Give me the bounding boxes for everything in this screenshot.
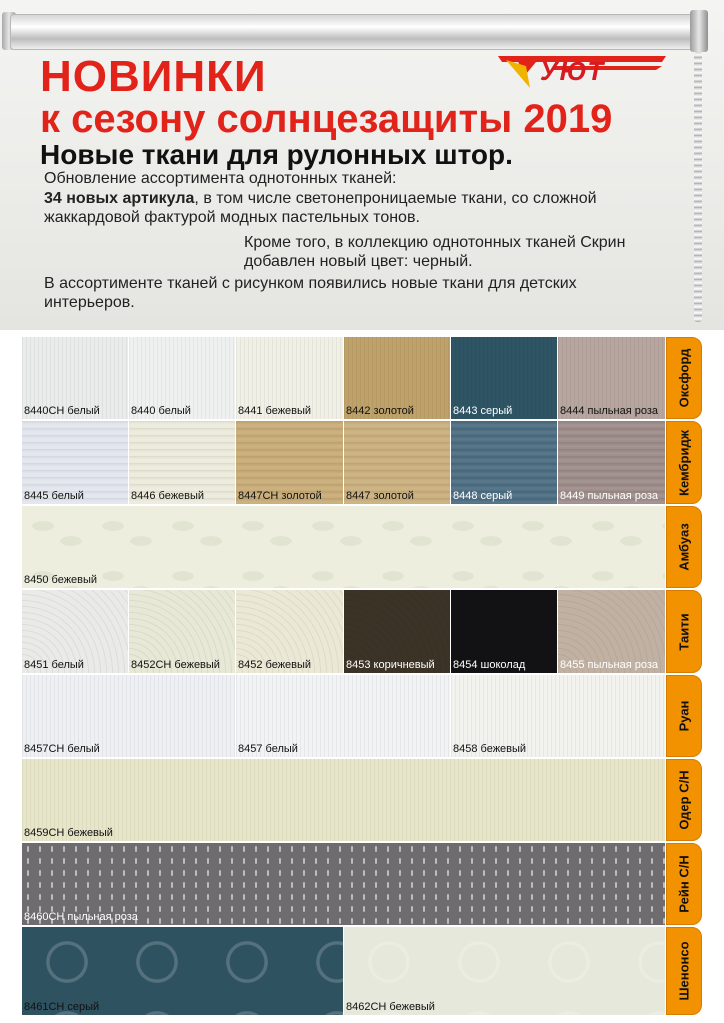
swatch-label: 8452 бежевый <box>238 659 312 671</box>
pattern-note-line-1: В ассортименте тканей с рисунком появились новые ткани для детских <box>44 275 577 292</box>
swatch-label: 8459CH бежевый <box>24 827 113 839</box>
fabric-swatch <box>344 421 451 504</box>
collection-row <box>22 590 666 673</box>
collection-name: Таити <box>676 612 692 651</box>
swatch-label: 8440CH белый <box>24 405 100 417</box>
swatch-label: 8449 пыльная роза <box>560 490 659 502</box>
collection-tab <box>666 843 702 925</box>
swatch-label: 8445 белый <box>24 490 84 502</box>
swatch-label: 8442 золотой <box>346 405 414 417</box>
new-items-count: 34 новых артикула <box>44 190 195 207</box>
fabric-swatch <box>451 421 558 504</box>
screen-note-line-2: добавлен новый цвет: черный. <box>244 253 473 270</box>
subtitle: Новые ткани для рулонных штор. <box>40 139 513 170</box>
fabric-swatch <box>22 675 236 757</box>
collection-row <box>22 759 666 841</box>
intro-line-2-rest: , в том числе светонепроницаемые ткани, со сложной <box>194 190 597 207</box>
brand-logo-text: УЮТ <box>540 56 606 86</box>
title-season: к сезону солнцезащиты 2019 <box>40 97 613 141</box>
swatch-label: 8447 золотой <box>346 490 414 502</box>
fabric-swatch <box>129 421 236 504</box>
collection-row <box>22 843 666 925</box>
collection-tab <box>666 927 702 1015</box>
fabric-swatch <box>451 590 558 673</box>
swatch-label: 8441 бежевый <box>238 405 312 417</box>
roller-end-right <box>690 10 708 52</box>
title-main: НОВИНКИ <box>40 52 267 101</box>
fabric-swatch <box>22 843 666 925</box>
swatch-label: 8454 шоколад <box>453 659 526 671</box>
collection-name: Оксфорд <box>676 348 692 408</box>
swatch-label: 8455 пыльная роза <box>560 659 659 671</box>
fabric-swatch <box>558 590 666 673</box>
collection-row <box>22 506 666 588</box>
swatch-label: 8458 бежевый <box>453 743 527 755</box>
swatch-label: 8444 пыльная роза <box>560 405 659 417</box>
collection-name: Одер С/Н <box>676 770 692 830</box>
fabric-swatch <box>558 337 666 419</box>
fabric-swatch <box>236 337 344 419</box>
collection-name: Шенонсо <box>676 941 692 1001</box>
fabric-swatch <box>344 590 451 673</box>
swatch-label: 8447CH золотой <box>238 490 322 502</box>
fabric-swatch <box>22 590 129 673</box>
collection-row <box>22 675 666 757</box>
collection-tab <box>666 421 702 504</box>
pattern-note-line-2: интерьеров. <box>44 294 135 311</box>
collection-tab <box>666 590 702 673</box>
swatch-label: 8461CH серый <box>24 1001 100 1013</box>
swatch-label: 8443 серый <box>453 405 513 417</box>
fabric-swatch <box>558 421 666 504</box>
swatch-label: 8457CH белый <box>24 743 100 755</box>
fabric-swatch <box>22 337 129 419</box>
swatch-label: 8460CH пыльная роза <box>24 911 138 923</box>
control-chain <box>694 52 702 322</box>
fabric-swatch <box>22 421 129 504</box>
intro-line-3: жаккардовой фактурой модных пастельных тонов. <box>44 209 420 226</box>
fabric-swatch <box>236 421 344 504</box>
fabric-swatch <box>344 927 666 1015</box>
screen-note-line-1: Кроме того, в коллекцию однотонных тканей Скрин <box>244 234 626 251</box>
collection-name: Кембридж <box>676 429 692 496</box>
roller-tube <box>10 14 700 50</box>
collection-name: Руан <box>676 700 692 732</box>
fabric-swatch <box>129 337 236 419</box>
collection-name: Амбуаз <box>676 523 692 571</box>
collection-name: Рейн С/Н <box>676 855 692 913</box>
fabric-swatch <box>129 590 236 673</box>
collection-tab <box>666 506 702 588</box>
collection-tab <box>666 675 702 757</box>
collection-tab <box>666 337 702 419</box>
intro-line-2 <box>44 190 597 208</box>
fabric-swatch <box>236 675 451 757</box>
fabric-swatch <box>344 337 451 419</box>
swatch-label: 8448 серый <box>453 490 513 502</box>
swatch-label: 8452CH бежевый <box>131 659 220 671</box>
fabric-swatch <box>451 337 558 419</box>
fabric-swatch-grid <box>22 337 666 1019</box>
collection-row <box>22 421 666 504</box>
fabric-swatch <box>22 927 344 1015</box>
swatch-label: 8453 коричневый <box>346 659 435 671</box>
swatch-label: 8450 бежевый <box>24 574 98 586</box>
swatch-label: 8451 белый <box>24 659 84 671</box>
collection-tab <box>666 759 702 841</box>
swatch-label: 8440 белый <box>131 405 191 417</box>
collection-row <box>22 337 666 419</box>
intro-line-1: Обновление ассортимента однотонных тканей: <box>44 170 397 187</box>
swatch-label: 8446 бежевый <box>131 490 205 502</box>
swatch-label: 8457 белый <box>238 743 298 755</box>
collection-row <box>22 927 666 1015</box>
fabric-swatch <box>22 506 666 588</box>
header-banner <box>0 0 724 330</box>
swatch-label: 8462CH бежевый <box>346 1001 435 1013</box>
fabric-swatch <box>22 759 666 841</box>
fabric-swatch <box>236 590 344 673</box>
fabric-swatch <box>451 675 666 757</box>
